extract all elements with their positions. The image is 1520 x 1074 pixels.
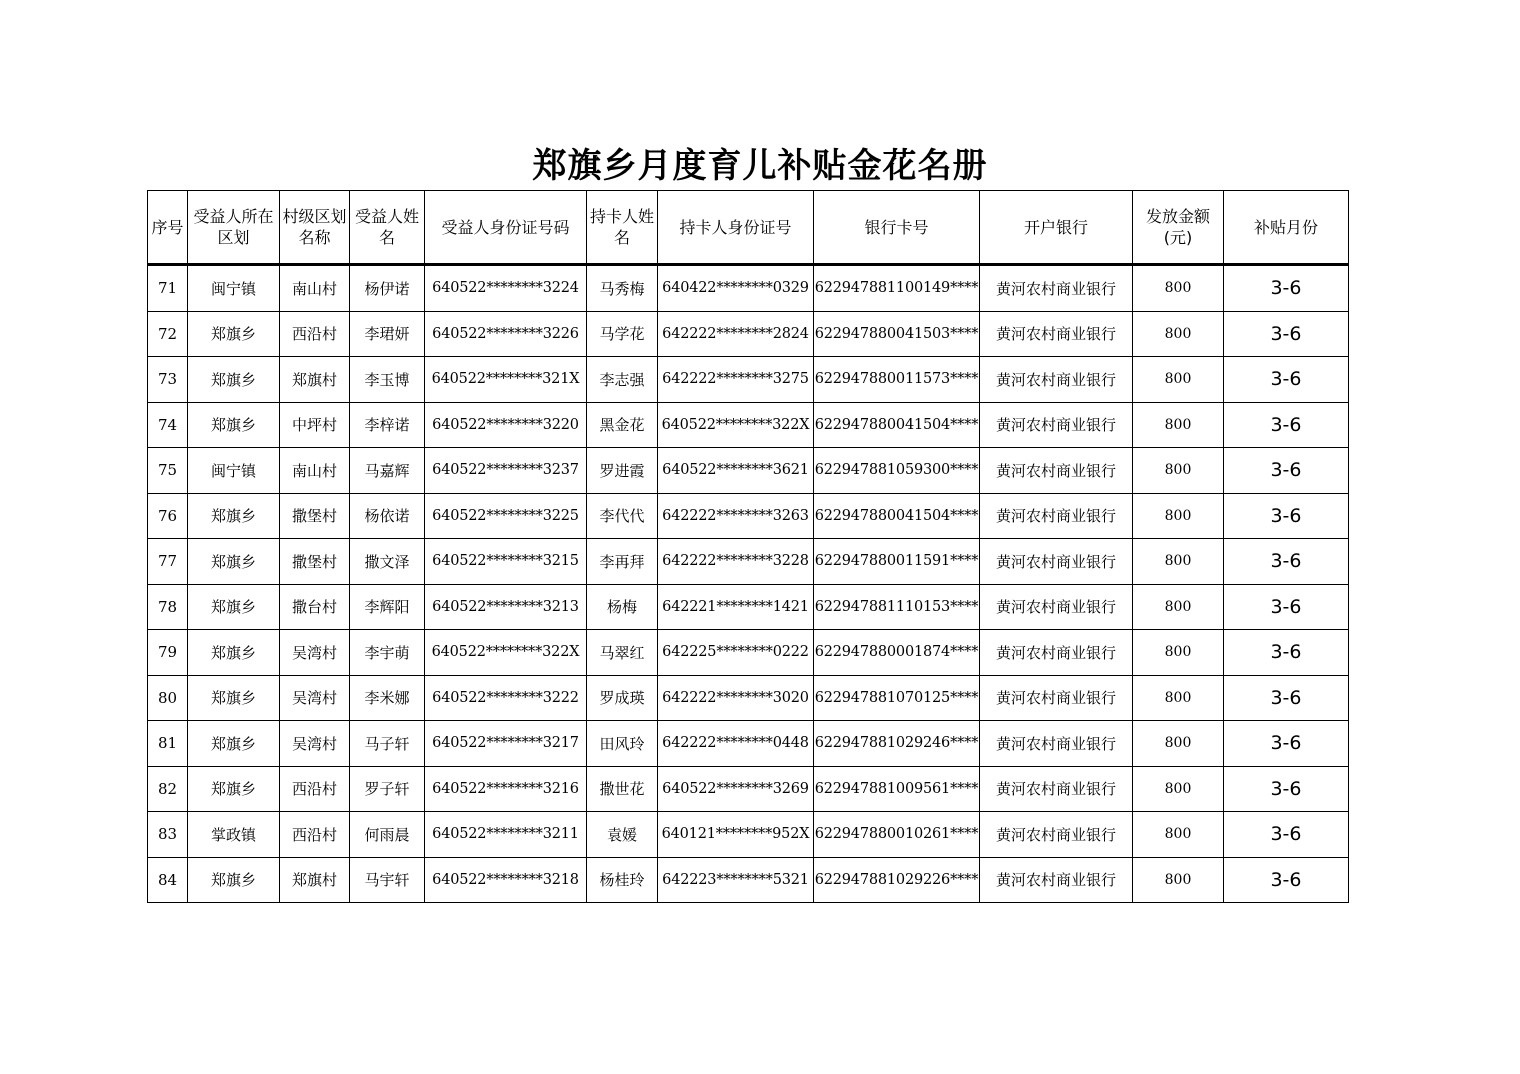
cell-region: 郑旗乡 bbox=[188, 402, 280, 448]
cell-beneficiary-id: 640522********3213 bbox=[425, 584, 587, 630]
cell-holder-name: 罗进霞 bbox=[587, 448, 658, 494]
cell-amount: 800 bbox=[1133, 448, 1224, 494]
cell-card-no: 622947880041504**** bbox=[814, 402, 980, 448]
cell-holder-id: 642223********5321 bbox=[658, 857, 814, 903]
cell-beneficiary-name: 马宇轩 bbox=[350, 857, 425, 903]
cell-bank: 黄河农村商业银行 bbox=[980, 448, 1133, 494]
cell-beneficiary-name: 杨伊诺 bbox=[350, 265, 425, 312]
cell-beneficiary-id: 640522********3218 bbox=[425, 857, 587, 903]
cell-seq: 73 bbox=[148, 357, 188, 403]
cell-bank: 黄河农村商业银行 bbox=[980, 766, 1133, 812]
cell-village: 撒台村 bbox=[280, 584, 350, 630]
cell-village: 郑旗村 bbox=[280, 357, 350, 403]
cell-village: 吴湾村 bbox=[280, 630, 350, 676]
cell-village: 南山村 bbox=[280, 265, 350, 312]
cell-holder-id: 640121********952X bbox=[658, 812, 814, 858]
cell-bank: 黄河农村商业银行 bbox=[980, 857, 1133, 903]
cell-month: 3-6 bbox=[1224, 812, 1349, 858]
cell-village: 西沿村 bbox=[280, 812, 350, 858]
cell-holder-id: 642221********1421 bbox=[658, 584, 814, 630]
cell-beneficiary-name: 李梓诺 bbox=[350, 402, 425, 448]
cell-card-no: 622947881070125**** bbox=[814, 675, 980, 721]
cell-bank: 黄河农村商业银行 bbox=[980, 630, 1133, 676]
cell-beneficiary-id: 640522********322X bbox=[425, 630, 587, 676]
table-row bbox=[148, 311, 1349, 357]
table-row bbox=[148, 265, 1349, 312]
header-village: 村级区划名称 bbox=[280, 191, 350, 265]
cell-holder-id: 640522********3269 bbox=[658, 766, 814, 812]
cell-beneficiary-id: 640522********3225 bbox=[425, 493, 587, 539]
cell-month: 3-6 bbox=[1224, 539, 1349, 585]
cell-card-no: 622947881009561**** bbox=[814, 766, 980, 812]
cell-month: 3-6 bbox=[1224, 675, 1349, 721]
cell-month: 3-6 bbox=[1224, 357, 1349, 403]
cell-seq: 84 bbox=[148, 857, 188, 903]
cell-beneficiary-id: 640522********3215 bbox=[425, 539, 587, 585]
cell-region: 郑旗乡 bbox=[188, 357, 280, 403]
cell-beneficiary-id: 640522********3216 bbox=[425, 766, 587, 812]
cell-amount: 800 bbox=[1133, 584, 1224, 630]
cell-month: 3-6 bbox=[1224, 311, 1349, 357]
cell-beneficiary-name: 马嘉辉 bbox=[350, 448, 425, 494]
cell-bank: 黄河农村商业银行 bbox=[980, 357, 1133, 403]
cell-holder-name: 马学花 bbox=[587, 311, 658, 357]
cell-village: 中坪村 bbox=[280, 402, 350, 448]
cell-month: 3-6 bbox=[1224, 493, 1349, 539]
cell-region: 郑旗乡 bbox=[188, 311, 280, 357]
cell-bank: 黄河农村商业银行 bbox=[980, 311, 1133, 357]
cell-seq: 72 bbox=[148, 311, 188, 357]
cell-seq: 80 bbox=[148, 675, 188, 721]
table-row bbox=[148, 357, 1349, 403]
cell-holder-name: 罗成瑛 bbox=[587, 675, 658, 721]
cell-beneficiary-name: 李珺妍 bbox=[350, 311, 425, 357]
cell-region: 郑旗乡 bbox=[188, 539, 280, 585]
cell-amount: 800 bbox=[1133, 265, 1224, 312]
table-row bbox=[148, 766, 1349, 812]
cell-beneficiary-name: 李米娜 bbox=[350, 675, 425, 721]
cell-beneficiary-id: 640522********3211 bbox=[425, 812, 587, 858]
cell-holder-name: 马翠红 bbox=[587, 630, 658, 676]
table-row bbox=[148, 857, 1349, 903]
cell-bank: 黄河农村商业银行 bbox=[980, 539, 1133, 585]
cell-holder-id: 642222********3263 bbox=[658, 493, 814, 539]
cell-region: 郑旗乡 bbox=[188, 630, 280, 676]
table-row bbox=[148, 630, 1349, 676]
cell-card-no: 622947881029246**** bbox=[814, 721, 980, 767]
header-bank: 开户银行 bbox=[980, 191, 1133, 265]
cell-card-no: 622947881110153**** bbox=[814, 584, 980, 630]
cell-card-no: 622947881029226**** bbox=[814, 857, 980, 903]
cell-seq: 76 bbox=[148, 493, 188, 539]
header-holder-id: 持卡人身份证号 bbox=[658, 191, 814, 265]
cell-bank: 黄河农村商业银行 bbox=[980, 812, 1133, 858]
header-month: 补贴月份 bbox=[1224, 191, 1349, 265]
cell-holder-id: 640522********322X bbox=[658, 402, 814, 448]
cell-holder-name: 杨梅 bbox=[587, 584, 658, 630]
cell-beneficiary-id: 640522********3220 bbox=[425, 402, 587, 448]
cell-seq: 79 bbox=[148, 630, 188, 676]
roster-table bbox=[147, 190, 1349, 903]
cell-region: 郑旗乡 bbox=[188, 766, 280, 812]
cell-amount: 800 bbox=[1133, 721, 1224, 767]
header-seq: 序号 bbox=[148, 191, 188, 265]
cell-holder-name: 袁媛 bbox=[587, 812, 658, 858]
cell-holder-id: 642222********2824 bbox=[658, 311, 814, 357]
cell-region: 闽宁镇 bbox=[188, 448, 280, 494]
cell-region: 郑旗乡 bbox=[188, 675, 280, 721]
cell-amount: 800 bbox=[1133, 766, 1224, 812]
cell-village: 西沿村 bbox=[280, 311, 350, 357]
cell-card-no: 622947880010261**** bbox=[814, 812, 980, 858]
cell-holder-name: 李代代 bbox=[587, 493, 658, 539]
cell-village: 郑旗村 bbox=[280, 857, 350, 903]
cell-region: 郑旗乡 bbox=[188, 493, 280, 539]
header-region: 受益人所在区划 bbox=[188, 191, 280, 265]
cell-region: 掌政镇 bbox=[188, 812, 280, 858]
cell-month: 3-6 bbox=[1224, 584, 1349, 630]
cell-holder-name: 李再拜 bbox=[587, 539, 658, 585]
cell-seq: 78 bbox=[148, 584, 188, 630]
header-beneficiary-name: 受益人姓名 bbox=[350, 191, 425, 265]
cell-beneficiary-id: 640522********3237 bbox=[425, 448, 587, 494]
cell-village: 撒堡村 bbox=[280, 539, 350, 585]
cell-holder-id: 640422********0329 bbox=[658, 265, 814, 312]
cell-seq: 74 bbox=[148, 402, 188, 448]
cell-amount: 800 bbox=[1133, 812, 1224, 858]
cell-bank: 黄河农村商业银行 bbox=[980, 584, 1133, 630]
table-row bbox=[148, 402, 1349, 448]
table-row bbox=[148, 448, 1349, 494]
cell-card-no: 622947881100149**** bbox=[814, 265, 980, 312]
cell-month: 3-6 bbox=[1224, 448, 1349, 494]
cell-region: 郑旗乡 bbox=[188, 721, 280, 767]
cell-card-no: 622947880011591**** bbox=[814, 539, 980, 585]
cell-seq: 75 bbox=[148, 448, 188, 494]
cell-month: 3-6 bbox=[1224, 402, 1349, 448]
table-row bbox=[148, 675, 1349, 721]
cell-holder-id: 642222********3020 bbox=[658, 675, 814, 721]
cell-bank: 黄河农村商业银行 bbox=[980, 493, 1133, 539]
cell-amount: 800 bbox=[1133, 675, 1224, 721]
cell-month: 3-6 bbox=[1224, 630, 1349, 676]
cell-amount: 800 bbox=[1133, 857, 1224, 903]
cell-village: 南山村 bbox=[280, 448, 350, 494]
cell-holder-id: 642222********3228 bbox=[658, 539, 814, 585]
page-title: 郑旗乡月度育儿补贴金花名册 bbox=[532, 146, 988, 186]
cell-amount: 800 bbox=[1133, 493, 1224, 539]
cell-region: 闽宁镇 bbox=[188, 265, 280, 312]
header-amount: 发放金额(元) bbox=[1133, 191, 1224, 265]
cell-holder-name: 杨桂玲 bbox=[587, 857, 658, 903]
cell-amount: 800 bbox=[1133, 357, 1224, 403]
cell-month: 3-6 bbox=[1224, 766, 1349, 812]
cell-holder-name: 李志强 bbox=[587, 357, 658, 403]
header-holder-name: 持卡人姓名 bbox=[587, 191, 658, 265]
cell-beneficiary-id: 640522********3226 bbox=[425, 311, 587, 357]
cell-bank: 黄河农村商业银行 bbox=[980, 402, 1133, 448]
cell-card-no: 622947881059300**** bbox=[814, 448, 980, 494]
cell-beneficiary-name: 杨依诺 bbox=[350, 493, 425, 539]
cell-holder-name: 黑金花 bbox=[587, 402, 658, 448]
cell-holder-id: 642225********0222 bbox=[658, 630, 814, 676]
table-row bbox=[148, 721, 1349, 767]
cell-seq: 82 bbox=[148, 766, 188, 812]
cell-card-no: 622947880041504**** bbox=[814, 493, 980, 539]
cell-card-no: 622947880041503**** bbox=[814, 311, 980, 357]
cell-beneficiary-name: 何雨晨 bbox=[350, 812, 425, 858]
cell-village: 吴湾村 bbox=[280, 675, 350, 721]
cell-beneficiary-id: 640522********3224 bbox=[425, 265, 587, 312]
header-card-no: 银行卡号 bbox=[814, 191, 980, 265]
cell-bank: 黄河农村商业银行 bbox=[980, 721, 1133, 767]
cell-amount: 800 bbox=[1133, 402, 1224, 448]
cell-month: 3-6 bbox=[1224, 265, 1349, 312]
cell-seq: 77 bbox=[148, 539, 188, 585]
cell-seq: 71 bbox=[148, 265, 188, 312]
cell-village: 撒堡村 bbox=[280, 493, 350, 539]
cell-beneficiary-name: 李辉阳 bbox=[350, 584, 425, 630]
cell-holder-id: 640522********3621 bbox=[658, 448, 814, 494]
cell-beneficiary-id: 640522********321X bbox=[425, 357, 587, 403]
cell-month: 3-6 bbox=[1224, 857, 1349, 903]
table-body bbox=[148, 265, 1349, 903]
cell-card-no: 622947880001874**** bbox=[814, 630, 980, 676]
cell-holder-name: 田风玲 bbox=[587, 721, 658, 767]
cell-holder-name: 撒世花 bbox=[587, 766, 658, 812]
cell-holder-id: 642222********3275 bbox=[658, 357, 814, 403]
cell-beneficiary-name: 马子轩 bbox=[350, 721, 425, 767]
cell-bank: 黄河农村商业银行 bbox=[980, 265, 1133, 312]
table-row bbox=[148, 493, 1349, 539]
cell-seq: 83 bbox=[148, 812, 188, 858]
cell-amount: 800 bbox=[1133, 539, 1224, 585]
cell-region: 郑旗乡 bbox=[188, 584, 280, 630]
cell-beneficiary-name: 罗子轩 bbox=[350, 766, 425, 812]
cell-beneficiary-name: 李玉博 bbox=[350, 357, 425, 403]
cell-holder-name: 马秀梅 bbox=[587, 265, 658, 312]
cell-village: 吴湾村 bbox=[280, 721, 350, 767]
table-row bbox=[148, 539, 1349, 585]
cell-village: 西沿村 bbox=[280, 766, 350, 812]
cell-amount: 800 bbox=[1133, 311, 1224, 357]
cell-beneficiary-id: 640522********3217 bbox=[425, 721, 587, 767]
table-row bbox=[148, 812, 1349, 858]
header-beneficiary-id: 受益人身份证号码 bbox=[425, 191, 587, 265]
cell-month: 3-6 bbox=[1224, 721, 1349, 767]
table-header-row bbox=[148, 191, 1349, 265]
cell-seq: 81 bbox=[148, 721, 188, 767]
cell-beneficiary-id: 640522********3222 bbox=[425, 675, 587, 721]
cell-amount: 800 bbox=[1133, 630, 1224, 676]
cell-beneficiary-name: 撒文泽 bbox=[350, 539, 425, 585]
table-row bbox=[148, 584, 1349, 630]
cell-card-no: 622947880011573**** bbox=[814, 357, 980, 403]
cell-holder-id: 642222********0448 bbox=[658, 721, 814, 767]
cell-beneficiary-name: 李宇萌 bbox=[350, 630, 425, 676]
cell-region: 郑旗乡 bbox=[188, 857, 280, 903]
cell-bank: 黄河农村商业银行 bbox=[980, 675, 1133, 721]
